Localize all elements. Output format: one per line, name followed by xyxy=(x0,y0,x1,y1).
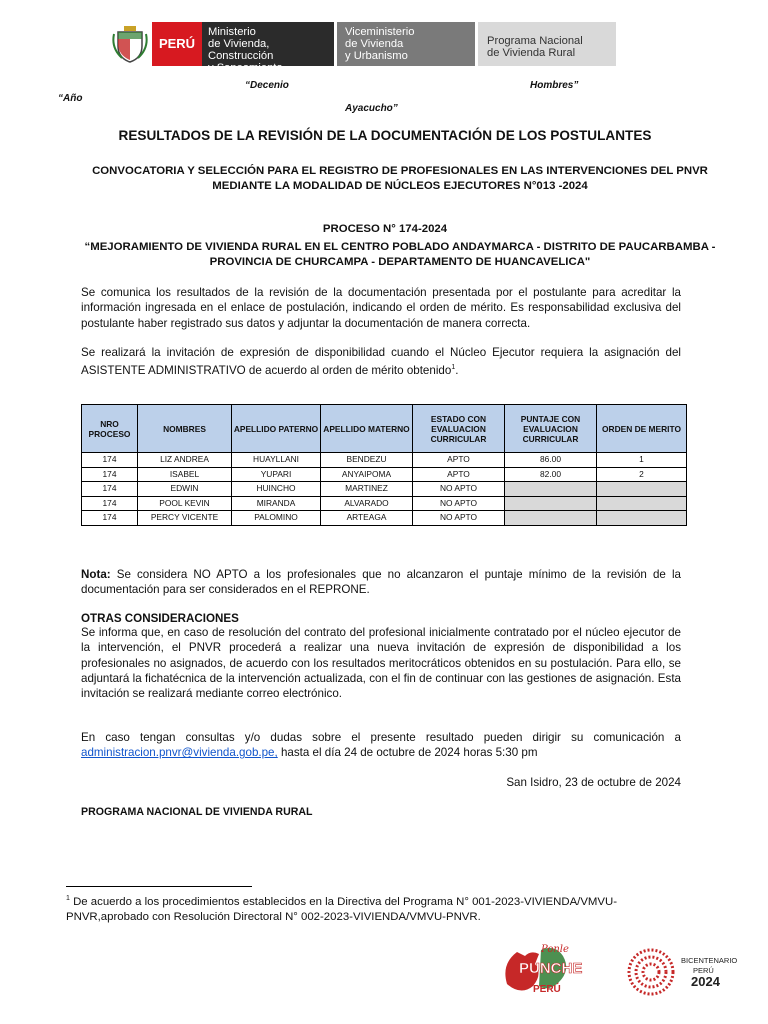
table-cell: PERCY VICENTE xyxy=(138,511,232,526)
motto-decenio: “Decenio xyxy=(245,80,289,91)
table-row xyxy=(82,511,687,526)
email-link[interactable]: administracion.pnvr@vivienda.gob.pe, xyxy=(81,746,278,760)
col-header: NRO PROCESO xyxy=(82,405,138,453)
footnote-text: De acuerdo a los procedimientos establecidos en la Directiva del Programa N° 001-2023-VIVIENDA/VMVU-PNVR,aprobado con Resolución Directoral N° 002-2023-VIVIENDA/VMVU-PNVR. xyxy=(66,895,618,924)
table-cell: LIZ ANDREA xyxy=(138,453,232,468)
table-cell: ANYAIPOMA xyxy=(321,467,413,482)
ministerio-line: de Vivienda, Construcción xyxy=(208,38,274,62)
bicentenario-year-text: 2024 xyxy=(691,974,720,989)
ministerio-block xyxy=(202,22,334,74)
proyecto-line: PROVINCIA DE CHURCAMPA - DEPARTAMENTO DE HUANCAVELICA" xyxy=(209,256,591,268)
footnote xyxy=(66,891,656,926)
table-row xyxy=(82,467,687,482)
ponle-punche-logo xyxy=(493,940,583,998)
programa-line: de Vivienda Rural xyxy=(487,47,576,59)
nota-paragraph xyxy=(81,567,681,598)
table-cell-empty xyxy=(597,511,687,526)
bicentenario-icon xyxy=(625,945,740,999)
table-row xyxy=(82,496,687,511)
ministerio-line: Ministerio xyxy=(208,26,256,38)
table-cell: 174 xyxy=(82,511,138,526)
bicentenario-text: BICENTENARIO xyxy=(681,956,738,965)
consultas-paragraph xyxy=(81,730,681,761)
footnote-divider xyxy=(66,886,252,887)
viceministerio-line: de Vivienda xyxy=(345,38,404,50)
motto-ano: “Año xyxy=(58,93,83,104)
col-header: NOMBRES xyxy=(138,405,232,453)
ponle-punche-icon xyxy=(493,940,583,998)
footnote-ref: 1 xyxy=(451,364,456,372)
invitation-text: Se realizará la invitación de expresión de disponibilidad cuando el Núcleo Ejecutor requiera la asignación del ASISTENTE ADMINISTRATIVO de acuerdo al orden de mérito obtenido xyxy=(81,346,681,378)
peru-brand-label: PERÚ xyxy=(152,22,202,66)
table-cell: 174 xyxy=(82,467,138,482)
ministerio-line: y Saneamiento xyxy=(208,62,283,74)
nota-label: Nota: xyxy=(81,568,111,581)
table-cell: NO APTO xyxy=(413,511,505,526)
col-header: APELLIDO PATERNO xyxy=(232,405,321,453)
table-cell-empty xyxy=(597,482,687,497)
page-title: RESULTADOS DE LA REVISIÓN DE LA DOCUMENTACIÓN DE LOS POSTULANTES xyxy=(118,128,652,143)
invitation-text-end: . xyxy=(455,364,459,378)
table-row xyxy=(82,453,687,468)
programa-block xyxy=(478,22,616,66)
table-cell: EDWIN xyxy=(138,482,232,497)
table-cell-empty xyxy=(597,496,687,511)
proceso-number: PROCESO N° 174-2024 xyxy=(322,223,448,235)
results-table xyxy=(81,404,687,526)
viceministerio-line: y Urbanismo xyxy=(345,50,408,62)
peru-crest-icon xyxy=(110,22,150,66)
bicentenario-peru-text: PERÚ xyxy=(693,966,714,975)
programa-line: Programa Nacional xyxy=(487,35,583,47)
header-banner xyxy=(110,22,616,74)
consultas-text: En caso tengan consultas y/o dudas sobre el presente resultado pueden dirigir su comunicación a xyxy=(81,731,681,744)
table-cell: HUAYLLANI xyxy=(232,453,321,468)
col-header: PUNTAJE CON EVALUACION CURRICULAR xyxy=(505,405,597,453)
convocatoria-line: CONVOCATORIA Y SELECCIÓN PARA EL REGISTRO DE PROFESIONALES EN LAS INTERVENCIONES DEL PNVR xyxy=(92,165,708,177)
table-cell: 82.00 xyxy=(505,467,597,482)
punche-text: PUNCHE xyxy=(519,960,583,977)
table-row xyxy=(82,482,687,497)
proyecto-heading xyxy=(60,240,740,270)
table-cell: MARTINEZ xyxy=(321,482,413,497)
table-cell: APTO xyxy=(413,467,505,482)
convocatoria-heading xyxy=(60,164,740,193)
otras-paragraph: Se informa que, en caso de resolución del contrato del profesional inicialmente contratado por el núcleo ejecutor de la intervención, el PNVR procederá a realizar una nueva invitación de expresión de disponibilidad a los profesionales no asignados, de acuerdo con los resultados meritocráticos obtenidos en su postulación. Para ello, se adjuntará la fichatécnica de la intervención actualizada, con el fin de continuar con las gestiones de asignación. Esta invitación se realizará mediante correo electrónico. xyxy=(81,626,681,701)
table-cell: NO APTO xyxy=(413,496,505,511)
intro-paragraph: Se comunica los resultados de la revisión de la documentación presentada por el postulante para acreditar la información ingresada en el enlace de postulación, indicando el orden de mérito. Es responsabilidad exclusiva del postulante haber registrado sus datos y adjuntar la documentación de manera correcta. xyxy=(81,286,681,330)
table-cell: APTO xyxy=(413,453,505,468)
table-cell: 1 xyxy=(597,453,687,468)
table-cell: 2 xyxy=(597,467,687,482)
proyecto-line: “MEJORAMIENTO DE VIVIENDA RURAL EN EL CENTRO POBLADO ANDAYMARCA - DISTRITO DE PAUCARBAMBA - xyxy=(84,241,716,253)
motto-hombres: Hombres” xyxy=(530,80,579,91)
table-cell: ISABEL xyxy=(138,467,232,482)
footnote-number: 1 xyxy=(66,895,70,902)
viceministerio-block xyxy=(337,22,475,66)
table-cell: NO APTO xyxy=(413,482,505,497)
convocatoria-line: MEDIANTE LA MODALIDAD DE NÚCLEOS EJECUTORES N°013 -2024 xyxy=(212,179,588,192)
programa-firma: PROGRAMA NACIONAL DE VIVIENDA RURAL xyxy=(81,806,313,818)
table-cell: ALVARADO xyxy=(321,496,413,511)
table-cell: HUINCHO xyxy=(232,482,321,497)
table-cell: POOL KEVIN xyxy=(138,496,232,511)
consultas-text-end: hasta el día 24 de octubre de 2024 horas 5:30 pm xyxy=(277,746,538,760)
table-cell: 174 xyxy=(82,453,138,468)
table-cell: BENDEZU xyxy=(321,453,413,468)
table-cell-empty xyxy=(505,496,597,511)
table-cell-empty xyxy=(505,511,597,526)
table-header-row xyxy=(82,405,687,453)
bicentenario-logo xyxy=(625,945,740,999)
table-cell: YUPARI xyxy=(232,467,321,482)
otras-title: OTRAS CONSIDERACIONES xyxy=(81,612,239,625)
table-cell-empty xyxy=(505,482,597,497)
punche-peru-text: PERÚ xyxy=(533,984,561,995)
table-cell: MIRANDA xyxy=(232,496,321,511)
table-cell: PALOMINO xyxy=(232,511,321,526)
col-header: ESTADO CON EVALUACION CURRICULAR xyxy=(413,405,505,453)
viceministerio-line: Viceministerio xyxy=(345,26,415,38)
col-header: APELLIDO MATERNO xyxy=(321,405,413,453)
invitation-paragraph xyxy=(81,345,681,378)
col-header: ORDEN DE MERITO xyxy=(597,405,687,453)
ponle-text: Ponle xyxy=(541,944,569,955)
table-cell: 174 xyxy=(82,496,138,511)
table-cell: ARTEAGA xyxy=(321,511,413,526)
motto-ayacucho: Ayacucho” xyxy=(345,103,398,114)
fecha-firma: San Isidro, 23 de octubre de 2024 xyxy=(506,776,681,789)
nota-text: Se considera NO APTO a los profesionales que no alcanzaron el puntaje mínimo de la revisión de la documentación para ser considerados en el REPRONE. xyxy=(81,568,681,597)
table-cell: 86.00 xyxy=(505,453,597,468)
table-cell: 174 xyxy=(82,482,138,497)
